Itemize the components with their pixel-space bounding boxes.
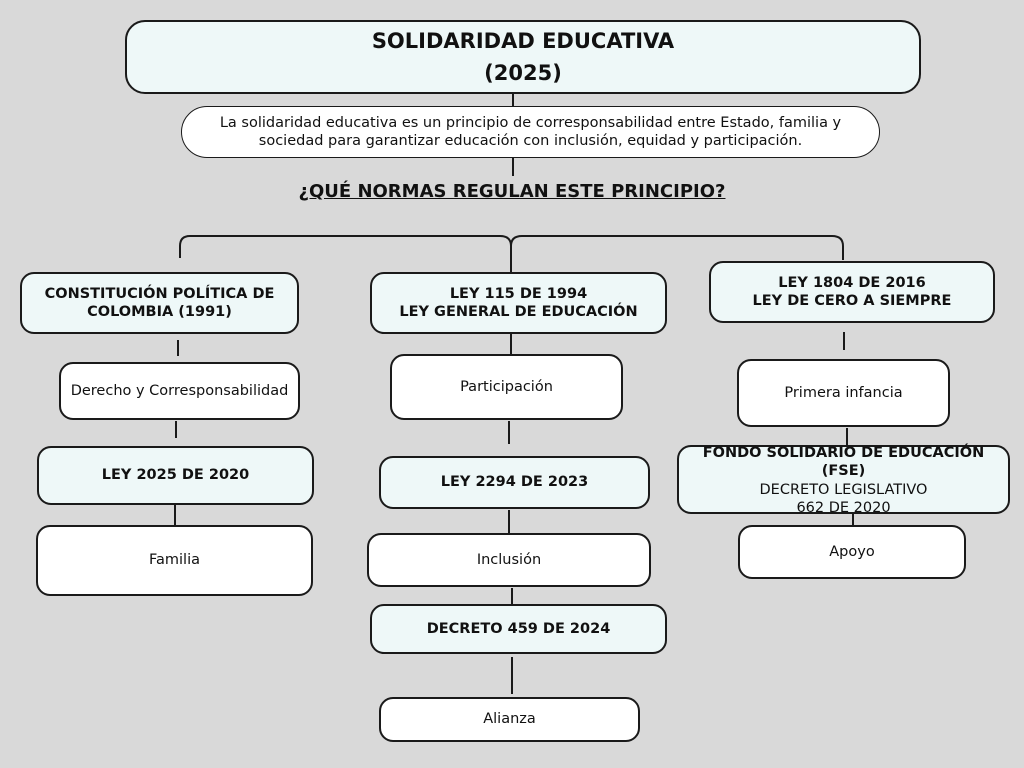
law-box-constitucion — [20, 272, 299, 334]
law-title-line-1: LEY 1804 DE 2016 — [778, 274, 926, 291]
concept-box-participacion — [390, 354, 623, 420]
law-title-line-2: COLOMBIA (1991) — [87, 304, 232, 320]
definition-box — [181, 106, 880, 158]
concept-label: Primera infancia — [784, 384, 903, 401]
law-box-ley-1804 — [709, 261, 995, 323]
law-box-ley-115 — [370, 272, 667, 334]
concept-label: Participación — [460, 378, 553, 395]
title-box — [125, 20, 921, 94]
law-label: LEY 2294 DE 2023 — [440, 474, 589, 491]
leaf-box-inclusion — [367, 533, 651, 587]
law-title-line-1: CONSTITUCIÓN POLÍTICA DE — [44, 285, 275, 302]
leaf-label: Apoyo — [829, 543, 875, 560]
leaf-box-apoyo — [738, 525, 966, 579]
leaf-box-familia — [36, 525, 313, 596]
law-title-line-1: FONDO SOLIDARIO DE EDUCACIÓN (FSE) — [702, 445, 985, 480]
law-box-ley-2025 — [37, 446, 314, 505]
leaf-label: Alianza — [483, 711, 536, 728]
question-heading: ¿QUÉ NORMAS REGULAN ESTE PRINCIPIO? — [298, 181, 726, 202]
law-title-line-1: LEY 115 DE 1994 — [449, 285, 588, 302]
concept-label: Derecho y Corresponsabilidad — [70, 382, 289, 399]
law-label: DECRETO 459 DE 2024 — [426, 620, 611, 637]
title-line-2: (2025) — [484, 61, 562, 85]
concept-box-primera-infancia — [737, 359, 950, 427]
law-title-line-2: LEY GENERAL DE EDUCACIÓN — [399, 304, 638, 320]
leaf-label: Familia — [149, 552, 200, 569]
law-box-fondo-solidario — [677, 445, 1010, 514]
concept-box-derecho — [59, 362, 300, 420]
law-title-line-3: 662 DE 2020 — [796, 499, 891, 516]
law-box-ley-2294 — [379, 456, 650, 509]
definition-text: La solidaridad educativa es un principio de corresponsabilidad entre Estado, familia y sociedad para garantizar educación con inclusión, equidad y participación. — [219, 114, 842, 149]
law-title-line-2: LEY DE CERO A SIEMPRE — [752, 293, 952, 309]
law-title-line-2: DECRETO LEGISLATIVO — [759, 481, 928, 498]
leaf-box-alianza — [379, 697, 640, 742]
law-box-decreto-459 — [370, 604, 667, 654]
leaf-label: Inclusión — [476, 551, 542, 568]
title-line-1: SOLIDARIDAD EDUCATIVA — [371, 28, 675, 53]
law-label: LEY 2025 DE 2020 — [101, 467, 250, 484]
